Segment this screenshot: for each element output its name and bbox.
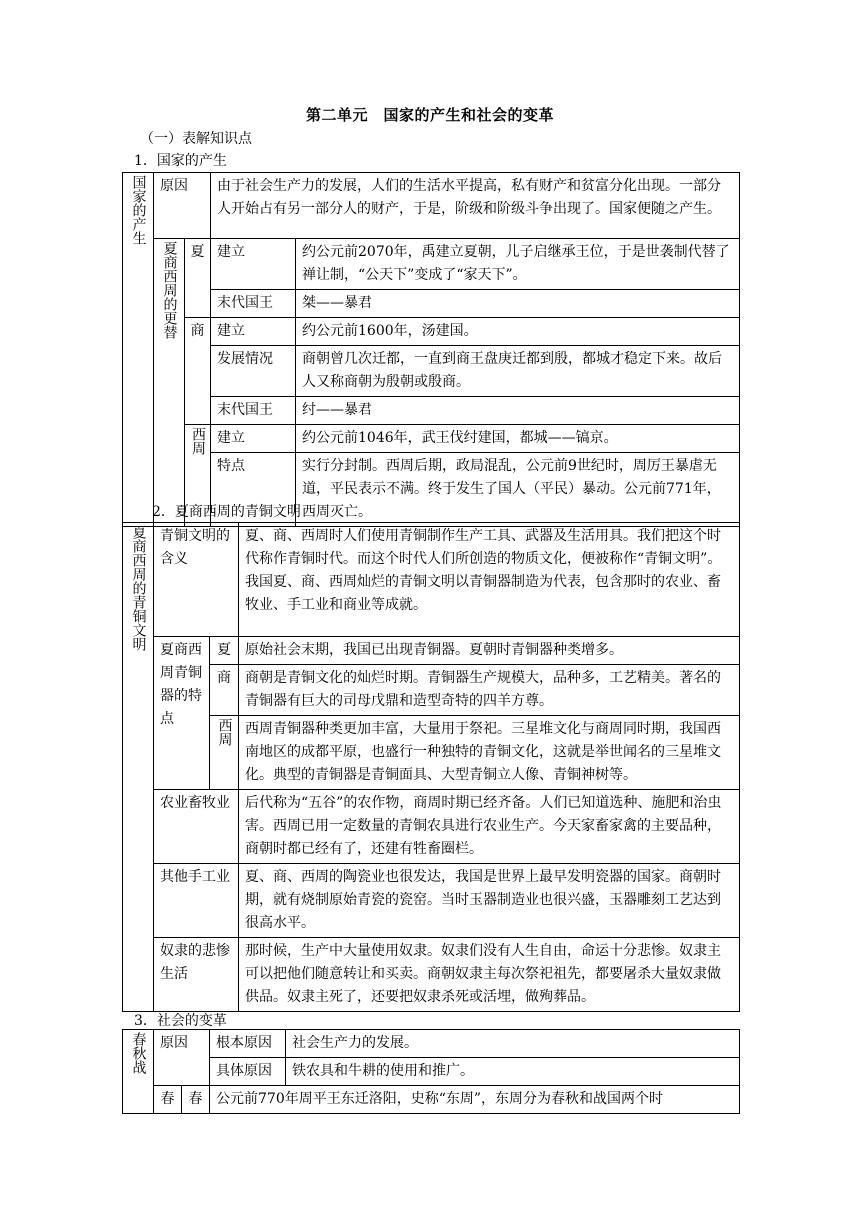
section-3-heading: 3．社会的变革	[134, 1013, 227, 1029]
agri-label: 农业畜牧业	[154, 790, 239, 864]
row-text: 商朝曾几次迁都，一直到商王盘庚迁都到殷，都城才稳定下来。故后人又称商朝为殷朝或殷商。	[296, 346, 740, 397]
section-2-heading: 2．夏商西周的青铜文明	[152, 504, 301, 520]
row-text: 后代称为“五谷”的农作物，商周时期已经齐备。人们已知道选种、施肥和治虫害。西周已用一定数量的青铜农具进行农业生产。今天家畜家禽的主要品种，商朝时都已经有了，还建有牲畜圈栏。	[239, 790, 740, 864]
row-label: 发展情况	[211, 346, 296, 397]
row-label: 末代国王	[211, 290, 296, 318]
spec-text: 铁农具和牛耕的使用和推广。	[286, 1058, 740, 1086]
row-text: 纣——暴君	[296, 397, 740, 425]
row-label: 末代国王	[211, 397, 296, 425]
page-title: 第二单元 国家的产生和社会的变革	[305, 106, 554, 124]
root-text: 社会生产力的发展。	[286, 1030, 740, 1058]
features-label: 夏商西周青铜器的特点	[154, 637, 210, 790]
chunqiu-sub-label: 春	[182, 1086, 210, 1114]
cause-label: 原因	[154, 1030, 210, 1086]
craft-label: 其他手工业	[154, 864, 239, 938]
row-text: 原始社会末期，我国已出现青铜器。夏朝时青铜器种类增多。	[239, 637, 740, 665]
dynasty-xizhou: 西周	[185, 425, 211, 527]
section-1-heading: 1．国家的产生	[134, 153, 227, 169]
row-text: 商朝是青铜文化的灿烂时期。青铜器生产规模大，品种多，工艺精美。著名的青铜器有巨大的司母戊鼎和造型奇特的四羊方尊。	[239, 665, 740, 716]
cause-text: 由于社会生产力的发展，人们的生活水平提高，私有财产和贫富分化出现。一部分人开始占有另一部分人的财产，于是，阶级和阶级斗争出现了。国家便随之产生。	[211, 173, 740, 239]
section-intro: （一）表解知识点	[140, 131, 252, 147]
table-state-origin	[122, 172, 740, 527]
slave-label: 奴隶的悲惨生活	[154, 938, 239, 1012]
row-text: 约公元前1046年，武王伐纣建国，都城——镐京。	[296, 425, 740, 453]
table-social-change	[122, 1029, 740, 1114]
row-label: 建立	[211, 239, 296, 290]
meaning-text: 夏、商、西周时人们使用青铜制作生产工具、武器及生活用具。我们把这个时代称作青铜时代。而这个时代人们所创造的物质文化，便被称作“青铜文明”。 我国夏、商、西周灿烂的青铜文明以青铜器制造为代表，包含那时的农业、畜牧业、手工业和商业等成就。	[239, 523, 740, 637]
meaning-label: 青铜文明的含义	[154, 523, 239, 637]
row-text: 约公元前2070年，禹建立夏朝，儿子启继承王位，于是世袭制代替了禅让制，“公天下”变成了“家天下”。	[296, 239, 740, 290]
row-text: 夏、商、西周的陶瓷业也很发达，我国是世界上最早发明瓷器的国家。商朝时期，就有烧制原始青瓷的瓷窑。当时玉器制造业也很兴盛，玉器雕刻工艺达到很高水平。	[239, 864, 740, 938]
row-text: 公元前770年周平王东迁洛阳，史称“东周”，东周分为春秋和战国两个时	[210, 1086, 740, 1114]
chunqiu-label: 春	[154, 1086, 182, 1114]
dynasty-shang: 商	[210, 665, 239, 716]
row-text: 约公元前1600年，汤建国。	[296, 318, 740, 346]
dynasty-xia: 夏	[210, 637, 239, 665]
cause-label: 原因	[154, 173, 211, 239]
root-label: 根本原因	[210, 1030, 286, 1058]
spec-label: 具体原因	[210, 1058, 286, 1086]
dynasty-group-label: 夏商西周的更替	[154, 239, 185, 527]
row-label: 建立	[211, 425, 296, 453]
row-label: 建立	[211, 318, 296, 346]
table-side-label: 春秋战	[123, 1030, 154, 1114]
row-text: 那时候，生产中大量使用奴隶。奴隶们没有人生自由，命运十分悲惨。奴隶主可以把他们随意转让和买卖。商朝奴隶主每次祭祀祖先，都要屠杀大量奴隶做供品。奴隶主死了，还要把奴隶杀死或活埋，做殉葬品。	[239, 938, 740, 1012]
dynasty-xizhou: 西周	[210, 716, 239, 790]
dynasty-xia: 夏	[185, 239, 211, 318]
table-side-label: 夏商西周的青铜文明	[123, 523, 154, 1012]
row-text: 桀——暴君	[296, 290, 740, 318]
row-text: 西周青铜器种类更加丰富，大量用于祭祀。三星堆文化与商周同时期，我国西南地区的成都平原，也盛行一种独特的青铜文化，这就是举世闻名的三星堆文化。典型的青铜器是青铜面具、大型青铜立人像、青铜神树等。	[239, 716, 740, 790]
row-text: 实行分封制。西周后期，政局混乱，公元前9世纪时，周厉王暴虐无道，平民表示不满。终于发生了国人（平民）暴动。公元前771年，西周灭亡。	[296, 453, 740, 527]
table-side-label: 国家的产生	[123, 173, 154, 527]
row-label: 特点	[211, 453, 296, 527]
table-bronze-civilization	[122, 522, 740, 1012]
dynasty-shang: 商	[185, 318, 211, 425]
